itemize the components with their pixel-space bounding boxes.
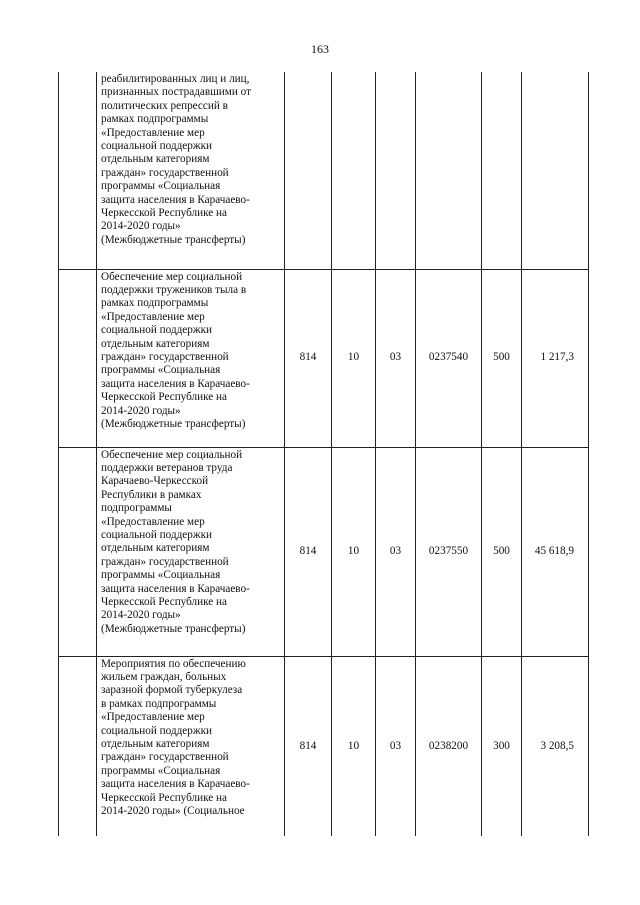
- expense-type-cell: 500: [482, 447, 522, 656]
- budget-table: [58, 72, 589, 836]
- target-article-cell: 0237550: [416, 447, 482, 656]
- row-number-cell: [59, 269, 97, 447]
- amount-cell: [522, 72, 589, 269]
- target-article-cell: [416, 72, 482, 269]
- expense-type-cell: 300: [482, 656, 522, 836]
- section-code-cell: 10: [332, 656, 376, 836]
- table-row: [59, 72, 589, 269]
- ministry-code-cell: [285, 72, 332, 269]
- target-article-cell: 0237540: [416, 269, 482, 447]
- amount-cell: 1 217,3: [522, 269, 589, 447]
- section-code-cell: [332, 72, 376, 269]
- item-name-cell: Обеспечение мер социальной поддержки тружеников тыла в рамках подпрограммы «Предоставление мер социальной поддержки отдельным категориям граждан» государственной программы «Социальная защита населения в Карачаево- Черкесской Республике на 2014-2020 годы» (Межбюджетные трансферты): [97, 269, 285, 447]
- table-row: [59, 269, 589, 447]
- page-number: 163: [311, 42, 329, 56]
- subsection-code-cell: [376, 72, 416, 269]
- section-code-cell: 10: [332, 447, 376, 656]
- subsection-code-cell: 03: [376, 269, 416, 447]
- ministry-code-cell: 814: [285, 656, 332, 836]
- subsection-code-cell: 03: [376, 656, 416, 836]
- item-name-cell: реабилитированных лиц и лиц, признанных пострадавшими от политических репрессий в рамках подпрограммы «Предоставление мер социальной поддержки отдельным категориям граждан» государственной программы «Социальная защита населения в Карачаево- Черкесской Республике на 2014-2020 годы» (Межбюджетные трансферты): [97, 72, 285, 269]
- section-code-cell: 10: [332, 269, 376, 447]
- expense-type-cell: [482, 72, 522, 269]
- amount-cell: 45 618,9: [522, 447, 589, 656]
- row-number-cell: [59, 656, 97, 836]
- table-row: [59, 447, 589, 656]
- expense-type-cell: 500: [482, 269, 522, 447]
- amount-cell: 3 208,5: [522, 656, 589, 836]
- table-row: [59, 656, 589, 836]
- subsection-code-cell: 03: [376, 447, 416, 656]
- ministry-code-cell: 814: [285, 447, 332, 656]
- item-name-cell: Обеспечение мер социальной поддержки ветеранов труда Карачаево-Черкесской Республики в рамках подпрограммы «Предоставление мер социальной поддержки отдельным категориям граждан» государственной программы «Социальная защита населения в Карачаево- Черкесской Республике на 2014-2020 годы» (Межбюджетные трансферты): [97, 447, 285, 656]
- item-name-cell: Мероприятия по обеспечению жильем граждан, больных заразной формой туберкулеза в рамках подпрограммы «Предоставление мер социальной поддержки отдельным категориям граждан» государственной программы «Социальная защита населения в Карачаево- Черкесской Республике на 2014-2020 годы» (Социальное: [97, 656, 285, 836]
- target-article-cell: 0238200: [416, 656, 482, 836]
- row-number-cell: [59, 447, 97, 656]
- ministry-code-cell: 814: [285, 269, 332, 447]
- row-number-cell: [59, 72, 97, 269]
